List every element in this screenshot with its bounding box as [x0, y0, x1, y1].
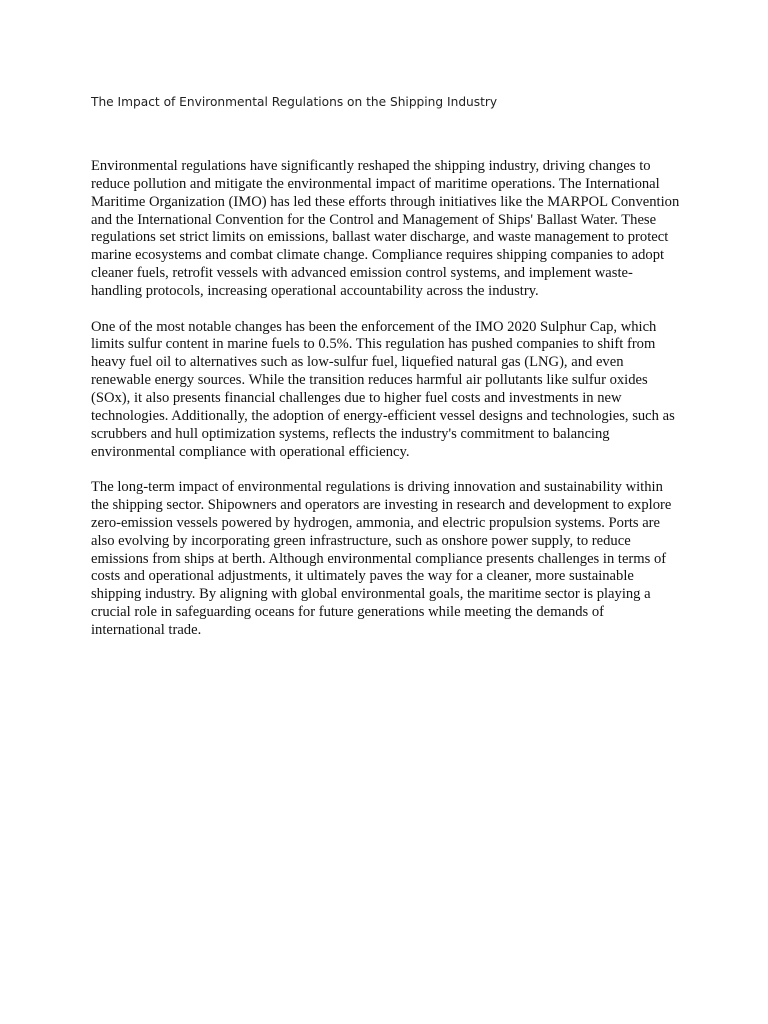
paragraph-2: One of the most notable changes has been the enforcement of the IMO 2020 Sulphur Cap, which limits sulfur content in marine fuels to 0.5%. This regulation has pushed companies to shift from heavy fuel oil to alternatives such as low-sulfur fuel, liquefied natural gas (LNG), and even renewable energy sources. While the transition reduces harmful air pollutants like sulfur oxides (SOx), it also presents financial challenges due to higher fuel costs and investments in new technologies. Additionally, the adoption of energy-efficient vessel designs and technologies, such as scrubbers and hull optimization systems, reflects the industry's commitment to balancing environmental compliance with operational efficiency.: [91, 318, 675, 460]
paragraph-3: The long-term impact of environmental regulations is driving innovation and sustainability within the shipping sector. Shipowners and operators are investing in research and development to explore zero-emission vessels powered by hydrogen, ammonia, and electric propulsion systems. Ports are also evolving by incorporating green infrastructure, such as onshore power supply, to reduce emissions from ships at berth. Although environmental compliance presents challenges in terms of costs and operational adjustments, it ultimately paves the way for a cleaner, more sustainable shipping industry. By aligning with global environmental goals, the maritime sector is playing a crucial role in safeguarding oceans for future generations while meeting the demands of international trade.: [91, 479, 672, 638]
document-title: The Impact of Environmental Regulations on the Shipping Industry: [91, 95, 498, 109]
paragraph-1: Environmental regulations have significantly reshaped the shipping industry, driving changes to reduce pollution and mitigate the environmental impact of maritime operations. The International Maritime Organization (IMO) has led these efforts through initiatives like the MARPOL Convention and the International Convention for the Control and Management of Ships' Ballast Water. These regulations set strict limits on emissions, ballast water discharge, and waste management to protect marine ecosystems and combat climate change. Compliance requires shipping companies to adopt cleaner fuels, retrofit vessels with advanced emission control systems, and implement waste-handling protocols, increasing operational accountability across the industry.: [91, 158, 680, 299]
document-body: [91, 158, 681, 658]
